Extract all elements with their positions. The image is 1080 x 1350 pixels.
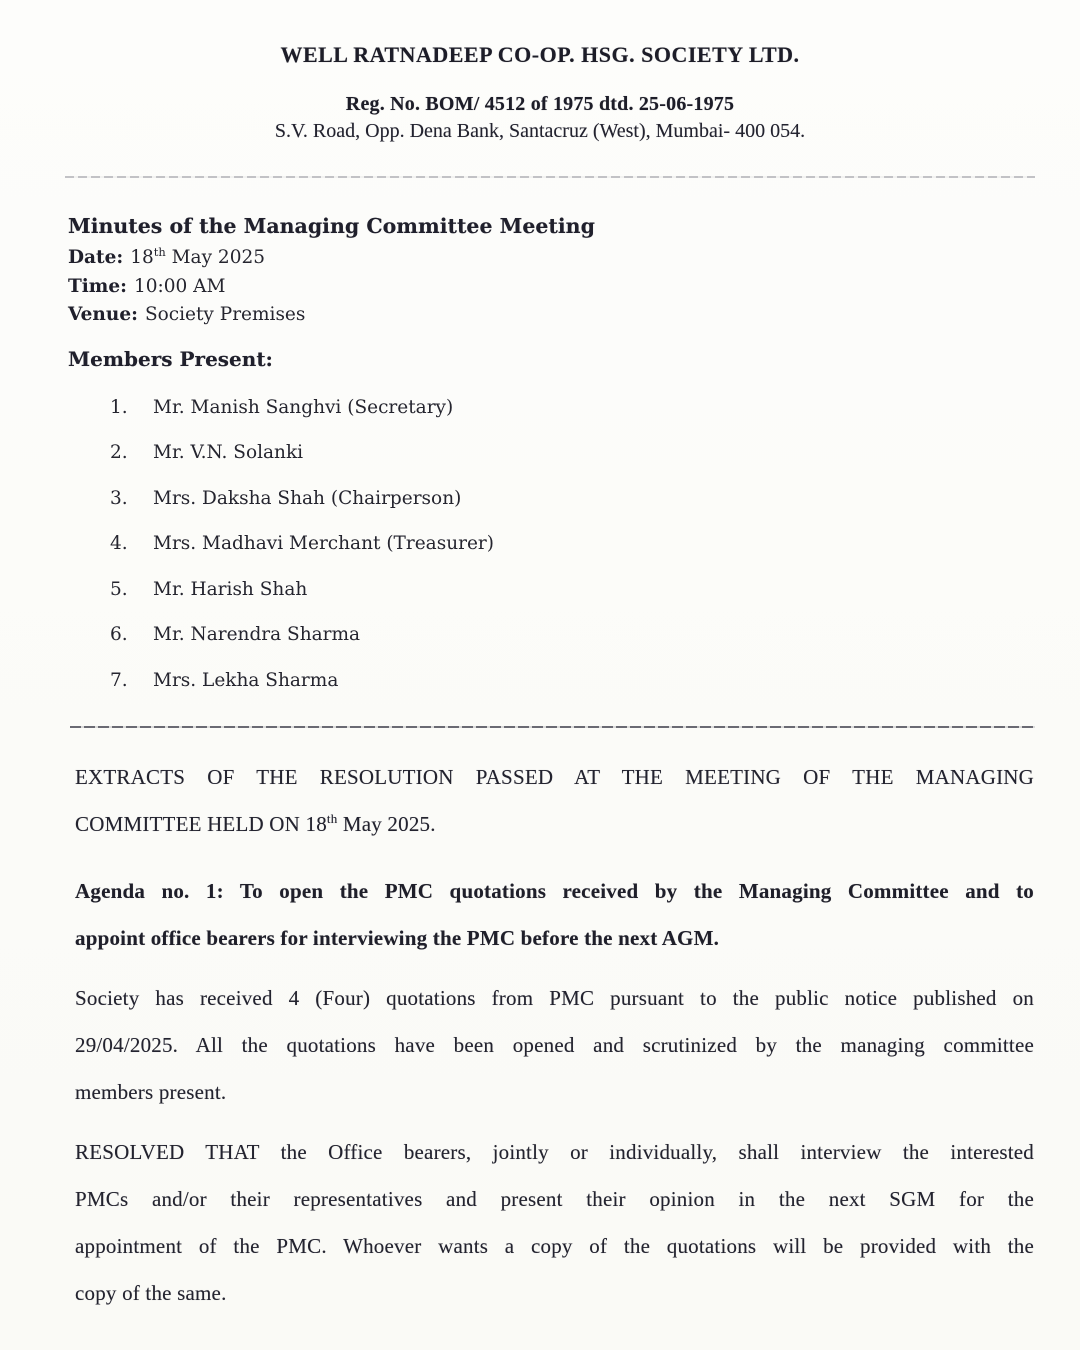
- member-row: [110, 441, 1036, 464]
- agenda-line: appoint office bearers for interviewing the PMC before the next AGM.: [75, 925, 720, 950]
- meeting-date-row: [68, 244, 1036, 273]
- extracts-line: EXTRACTS OF THE RESOLUTION PASSED AT THE MEETING OF THE MANAGING: [75, 764, 1034, 789]
- member-number: 2.: [110, 442, 128, 463]
- quotations-line: members present.: [75, 1079, 227, 1104]
- resolution-section: [75, 754, 1034, 1317]
- member-row: [110, 532, 1036, 555]
- agenda-line: Agenda no. 1: To open the PMC quotations received by the Managing Committee and to: [75, 878, 1034, 903]
- date-label: Date:: [68, 247, 124, 268]
- member-name: Mrs. Lekha Sharma: [153, 669, 339, 691]
- resolved-line: PMCs and/or their representatives and present their opinion in the next SGM for the: [75, 1186, 1034, 1211]
- registration-number: Reg. No. BOM/ 4512 of 1975 dtd. 25-06-1975: [345, 93, 735, 115]
- quotations-paragraph: [75, 975, 1034, 1116]
- member-number: 3.: [110, 487, 128, 509]
- member-number: 1.: [110, 396, 128, 418]
- member-number: 6.: [110, 624, 128, 645]
- meeting-venue-row: [68, 301, 1036, 330]
- date-ordinal: th: [153, 244, 166, 259]
- member-name: Mr. Narendra Sharma: [153, 624, 361, 645]
- resolved-line: RESOLVED THAT the Office bearers, jointly or individually, shall interview the interested: [75, 1139, 1034, 1164]
- quotations-line: Society has received 4 (Four) quotations from PMC pursuant to the public notice published on: [75, 985, 1034, 1010]
- extracts-paragraph: [75, 754, 1034, 848]
- minutes-block: [68, 213, 1036, 692]
- venue-value: Society Premises: [144, 304, 306, 325]
- members-list: [110, 396, 1036, 692]
- member-row: [110, 487, 1036, 510]
- venue-label: Venue:: [68, 304, 138, 325]
- member-name: Mr. V.N. Solanki: [153, 442, 304, 463]
- member-name: Mr. Manish Sanghvi (Secretary): [153, 396, 454, 418]
- resolved-line: copy of the same.: [75, 1280, 227, 1305]
- resolved-line: appointment of the PMC. Whoever wants a copy of the quotations will be provided with the: [75, 1233, 1034, 1258]
- date-rest: May 2025: [165, 247, 266, 268]
- member-name: Mrs. Madhavi Merchant (Treasurer): [153, 533, 494, 554]
- meeting-meta: [68, 244, 1036, 330]
- extracts-line-text: COMMITTEE HELD ON 18: [75, 811, 327, 836]
- member-row: [110, 578, 1036, 601]
- member-row: [110, 396, 1036, 419]
- member-number: 4.: [110, 533, 128, 554]
- member-name: Mr. Harish Shah: [153, 578, 308, 600]
- quotations-line: 29/04/2025. All the quotations have been opened and scrutinized by the managing committee: [75, 1032, 1034, 1057]
- extracts-date-ordinal: th: [326, 810, 338, 826]
- member-number: 7.: [110, 669, 128, 691]
- members-present-heading: Members Present:: [68, 346, 273, 371]
- society-address: S.V. Road, Opp. Dena Bank, Santacruz (West), Mumbai- 400 054.: [274, 120, 806, 142]
- horizontal-rule-middle: [70, 726, 1035, 728]
- time-value: 10:00 AM: [133, 275, 226, 297]
- horizontal-rule-top: [65, 176, 1035, 178]
- meeting-time-row: [68, 273, 1036, 302]
- meeting-title: Minutes of the Managing Committee Meeting: [68, 214, 595, 238]
- date-day: 18: [130, 247, 154, 268]
- member-number: 5.: [110, 578, 128, 600]
- member-row: [110, 623, 1036, 646]
- extracts-line-text: May 2025.: [337, 811, 436, 836]
- extracts-line: [75, 801, 1034, 848]
- member-row: [110, 669, 1036, 692]
- member-name: Mrs. Daksha Shah (Chairperson): [153, 487, 462, 509]
- resolved-paragraph: [75, 1129, 1034, 1317]
- agenda-paragraph: [75, 868, 1034, 962]
- society-name: WELL RATNADEEP CO-OP. HSG. SOCIETY LTD.: [280, 42, 800, 67]
- time-label: Time:: [68, 275, 127, 297]
- letterhead: [0, 0, 1080, 143]
